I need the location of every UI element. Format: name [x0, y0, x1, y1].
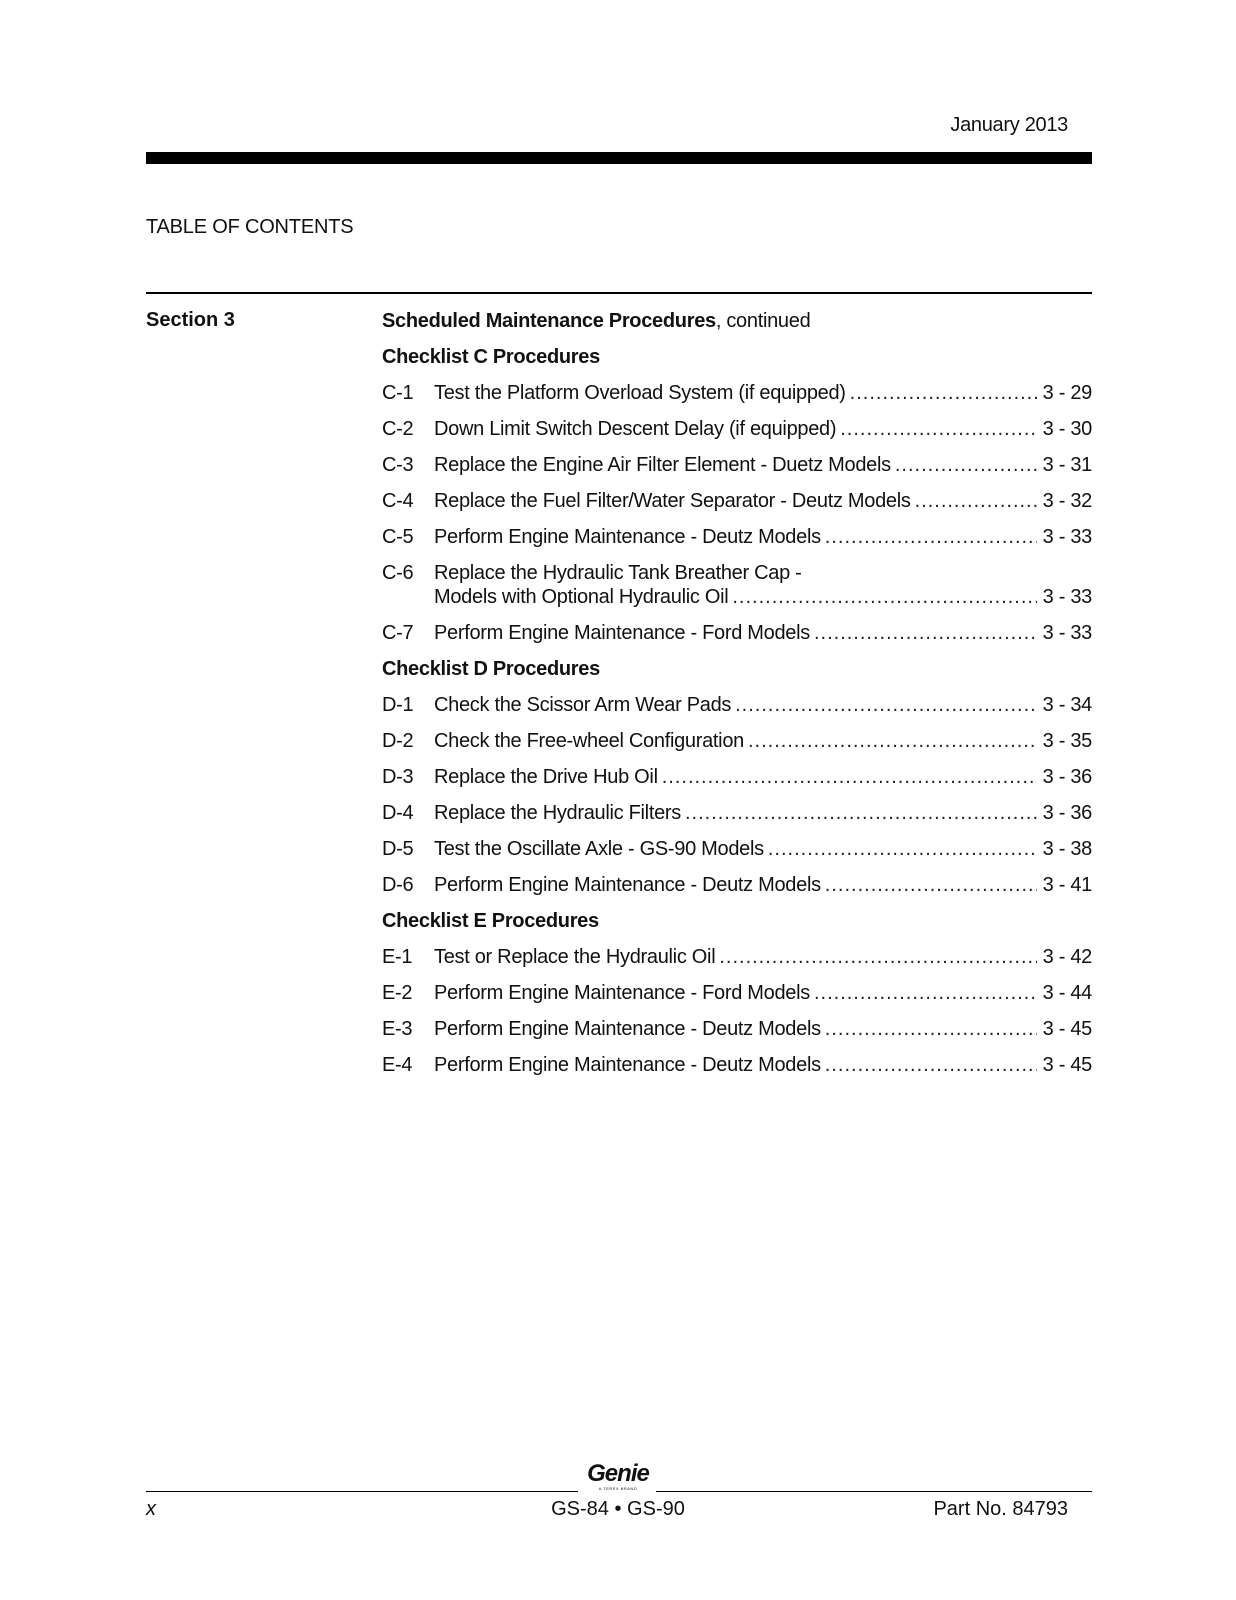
toc-entry[interactable]: [382, 765, 1092, 789]
toc-entry-title: Replace the Drive Hub Oil: [434, 766, 658, 788]
model-name: GS-84 • GS-90: [551, 1498, 685, 1520]
toc-list: [382, 309, 1092, 1089]
toc-entry-title: Replace the Hydraulic Filters: [434, 802, 681, 824]
toc-entry-page: 3 - 45: [1042, 1018, 1092, 1040]
toc-entry-title: Check the Free-wheel Configuration: [434, 730, 744, 752]
logo-wordmark: Genie: [587, 1460, 649, 1487]
toc-entry-code: E-2: [382, 982, 413, 1004]
dot-leader: [768, 837, 1037, 861]
toc-entry-code: C-2: [382, 418, 414, 440]
toc-entry[interactable]: [382, 729, 1092, 753]
toc-entry-code: C-7: [382, 622, 414, 644]
header-bar: [146, 152, 1092, 164]
toc-entry[interactable]: [382, 1053, 1092, 1077]
toc-entry-page: 3 - 41: [1042, 874, 1092, 896]
checklist-heading: Checklist D Procedures: [382, 658, 600, 680]
toc-entry-code: D-2: [382, 730, 414, 752]
toc-entry[interactable]: [382, 525, 1092, 549]
toc-entry-code: E-1: [382, 946, 413, 968]
toc-entry[interactable]: [382, 801, 1092, 825]
toc-entry[interactable]: [382, 489, 1092, 513]
toc-entry-code: C-1: [382, 382, 414, 404]
footer-rule-right: [656, 1491, 1092, 1492]
toc-entry[interactable]: [382, 621, 1092, 645]
toc-entry[interactable]: [382, 873, 1092, 897]
toc-entry-code: D-5: [382, 838, 414, 860]
dot-leader: [735, 693, 1037, 717]
section-title-suffix: , continued: [715, 310, 811, 332]
toc-entry-code: D-3: [382, 766, 414, 788]
toc-entry-code: D-6: [382, 874, 414, 896]
checklist-heading: Checklist C Procedures: [382, 346, 600, 368]
dot-leader: [814, 621, 1037, 645]
dot-leader: [915, 489, 1037, 513]
toc-entry[interactable]: [382, 945, 1092, 969]
checklists-container: [382, 345, 1092, 1077]
logo-tagline: A TEREX BRAND: [598, 1486, 638, 1491]
toc-entry-page: 3 - 36: [1042, 802, 1092, 824]
toc-entry-code: D-4: [382, 802, 414, 824]
toc-entry-page: 3 - 42: [1042, 946, 1092, 968]
dot-leader: [748, 729, 1037, 753]
toc-entry-title: Test or Replace the Hydraulic Oil: [434, 946, 716, 968]
toc-entry-title: Models with Optional Hydraulic Oil: [434, 586, 729, 608]
toc-entry-title: Replace the Fuel Filter/Water Separator - Deutz Models: [434, 490, 911, 512]
document-date: January 2013: [950, 114, 1068, 136]
dot-leader: [719, 945, 1036, 969]
section-title: [382, 309, 1092, 345]
toc-entry-page: 3 - 31: [1042, 454, 1092, 476]
dot-leader: [825, 525, 1037, 549]
dot-leader: [662, 765, 1037, 789]
toc-entry-title: Perform Engine Maintenance - Deutz Models: [434, 1054, 821, 1076]
toc-entry-title: Down Limit Switch Descent Delay (if equipped): [434, 418, 837, 440]
toc-entry[interactable]: [382, 1017, 1092, 1041]
toc-entry-code: D-1: [382, 694, 414, 716]
toc-entry-title: Perform Engine Maintenance - Ford Models: [434, 982, 810, 1004]
toc-entry-title: Replace the Hydraulic Tank Breather Cap -: [434, 562, 802, 584]
dot-leader: [825, 873, 1037, 897]
dot-leader: [895, 453, 1037, 477]
toc-entry-code: C-5: [382, 526, 414, 548]
toc-entry-page: 3 - 29: [1042, 382, 1092, 404]
checklist-heading: Checklist E Procedures: [382, 910, 599, 932]
toc-entry-title: Perform Engine Maintenance - Deutz Models: [434, 526, 821, 548]
toc-entry-page: 3 - 35: [1042, 730, 1092, 752]
toc-entry[interactable]: [382, 837, 1092, 861]
toc-entry-title: Perform Engine Maintenance - Deutz Models: [434, 874, 821, 896]
dot-leader: [850, 381, 1037, 405]
toc-entry-title: Perform Engine Maintenance - Ford Models: [434, 622, 810, 644]
toc-divider: [146, 292, 1092, 294]
toc-entry-title: Replace the Engine Air Filter Element - Duetz Models: [434, 454, 891, 476]
toc-entry-code: C-4: [382, 490, 414, 512]
toc-title: TABLE OF CONTENTS: [146, 216, 354, 238]
toc-entry-page: 3 - 30: [1042, 418, 1092, 440]
dot-leader: [825, 1017, 1037, 1041]
dot-leader: [685, 801, 1037, 825]
dot-leader: [732, 585, 1036, 609]
toc-entry[interactable]: [382, 453, 1092, 477]
toc-entry-title: Perform Engine Maintenance - Deutz Models: [434, 1018, 821, 1040]
toc-entry-title: Check the Scissor Arm Wear Pads: [434, 694, 732, 716]
toc-entry-title: Test the Platform Overload System (if equipped): [434, 382, 846, 404]
part-number: Part No. 84793: [933, 1498, 1068, 1520]
toc-entry-page: 3 - 33: [1042, 586, 1092, 608]
toc-entry-page: 3 - 36: [1042, 766, 1092, 788]
dot-leader: [825, 1053, 1037, 1077]
toc-entry-page: 3 - 34: [1042, 694, 1092, 716]
toc-entry[interactable]: [382, 981, 1092, 1005]
toc-entry[interactable]: [382, 561, 1092, 609]
toc-entry-code: C-3: [382, 454, 414, 476]
toc-entry-page: 3 - 33: [1042, 526, 1092, 548]
toc-entry-title: Test the Oscillate Axle - GS-90 Models: [434, 838, 764, 860]
toc-entry[interactable]: [382, 693, 1092, 717]
toc-entry[interactable]: [382, 417, 1092, 441]
toc-entry-code: E-4: [382, 1054, 413, 1076]
section-label: Section 3: [146, 309, 235, 331]
toc-entry-page: 3 - 44: [1042, 982, 1092, 1004]
footer-rule-left: [146, 1491, 578, 1492]
page-number: x: [146, 1498, 156, 1520]
dot-leader: [840, 417, 1036, 441]
toc-entry-page: 3 - 32: [1042, 490, 1092, 512]
toc-entry-page: 3 - 38: [1042, 838, 1092, 860]
toc-entry-page: 3 - 33: [1042, 622, 1092, 644]
toc-entry-page: 3 - 45: [1042, 1054, 1092, 1076]
toc-entry-code: C-6: [382, 562, 414, 584]
section-title-main: Scheduled Maintenance Procedures: [382, 310, 716, 332]
dot-leader: [814, 981, 1037, 1005]
genie-logo: [582, 1462, 654, 1491]
toc-entry-code: E-3: [382, 1018, 413, 1040]
toc-entry[interactable]: [382, 381, 1092, 405]
